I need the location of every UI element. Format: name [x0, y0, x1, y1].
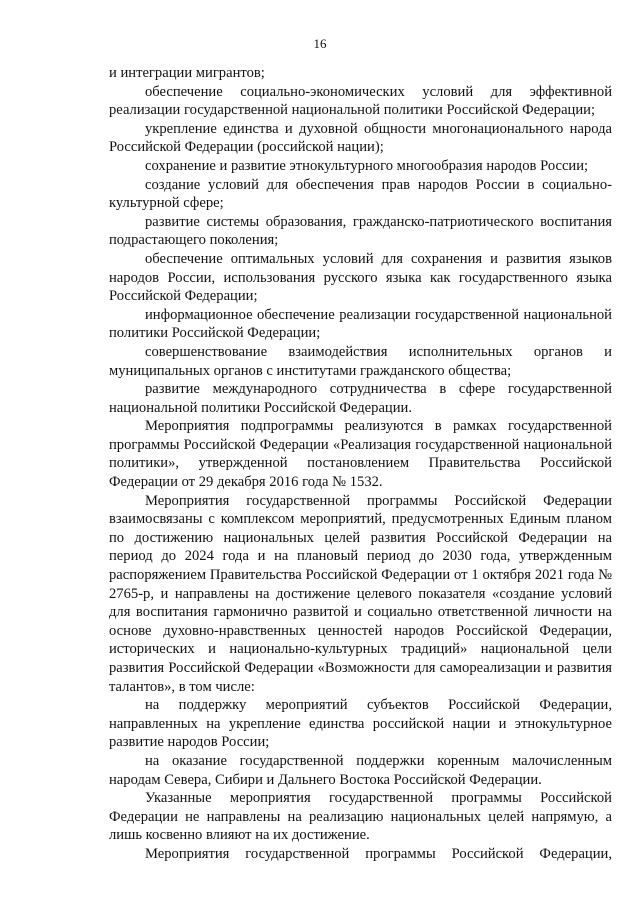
paragraph: и интеграции мигрантов;	[109, 65, 265, 81]
paragraph: Указанные мероприятия государственной программы Российской Федерации не направлены на реализацию национальных целей напрямую, а лишь косвенно влияют на их достижение.	[109, 790, 612, 844]
paragraph: обеспечение оптимальных условий для сохранения и развития языков народов России, использования русского языка как государственного языка Российской Федерации;	[109, 250, 612, 305]
paragraph: развитие системы образования, гражданско-патриотического воспитания подрастающего поколения;	[109, 213, 612, 249]
paragraph: развитие международного сотрудничества в сфере государственной национальной политики Российской Федерации.	[109, 381, 612, 416]
paragraph: Мероприятия государственной программы Российской Федерации,	[145, 845, 612, 862]
paragraph: сохранение и развитие этнокультурного многообразия народов России;	[145, 157, 589, 174]
paragraph: информационное обеспечение реализации государственной национальной политики Российской Федерации;	[109, 306, 612, 342]
paragraph: укрепление единства и духовной общности многонационального народа Российской Федерации (российской нации);	[109, 120, 612, 156]
page-number: 16	[313, 36, 327, 51]
paragraph: на поддержку мероприятий субъектов Российской Федерации, направленных на укрепление единства российской нации и этнокультурное развитие народов России;	[109, 697, 612, 751]
paragraph: создание условий для обеспечения прав народов России в социально-культурной сфере;	[109, 176, 612, 212]
paragraph: Мероприятия государственной программы Российской Федерации взаимосвязаны с комплексом мероприятий, предусмотренных Единым планом по достижению национальных целей развития Российской Федерации на период до 2024 года и на плановый период до 2030 года, утвержденным распоряжением Правительства Российской Федерации от 1 октября 2021 года № 2765-р, и направлены на достижение целевого показателя «создание условий для воспитания гармонично развитой и социально ответственной личности на основе духовно-нравственных ценностей народов Российской Федерации, исторических и национально-культурных традиций» национальной цели развития Российской Федерации «Возможности для самореализации и развития талантов», в том числе:	[109, 492, 612, 695]
document-body	[109, 64, 612, 864]
paragraph: Мероприятия подпрограммы реализуются в рамках государственной программы Российской Федерации «Реализация государственной национальной политики», утвержденной постановлением Правительства Российской Федерации от 29 декабря 2016 года № 1532.	[109, 418, 612, 491]
paragraph: на оказание государственной поддержки коренным малочисленным народам Севера, Сибири и Дальнего Востока Российской Федерации.	[109, 752, 612, 788]
paragraph: совершенствование взаимодействия исполнительных органов и муниципальных органов с институтами гражданского общества;	[109, 343, 612, 379]
paragraph: обеспечение социально-экономических условий для эффективной реализации государственной национальной политики Российской Федерации;	[109, 83, 612, 119]
